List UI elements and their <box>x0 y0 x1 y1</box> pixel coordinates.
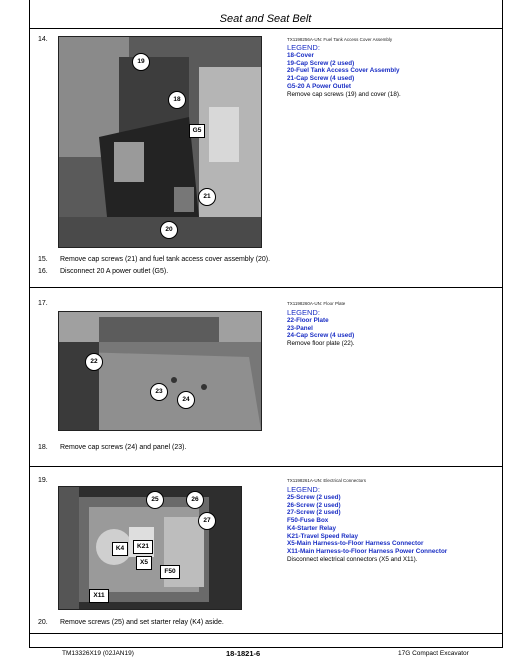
footer-page-number: 18-1821-6 <box>226 649 261 658</box>
step-18 <box>38 444 186 451</box>
legend-heading: LEGEND: <box>287 485 320 494</box>
legend-item: 24-Cap Screw (4 used) <box>287 332 355 340</box>
step-number: 15. <box>38 256 48 263</box>
footer-model: 17G Compact Excavator <box>398 650 469 657</box>
figure-id: TX1198260A-UN: Floor Plate <box>287 301 346 306</box>
callout-x11: X11 <box>89 589 109 603</box>
legend-item: 22-Floor Plate <box>287 317 329 324</box>
legend-fuel-tank <box>287 43 401 98</box>
step-text: Disconnect 20 A power outlet (G5). <box>60 268 169 275</box>
legend-heading: LEGEND: <box>287 308 320 317</box>
callout-21: 21 <box>198 188 216 206</box>
legend-item: 26-Screw (2 used) <box>287 501 341 509</box>
step-number: 20. <box>38 619 48 626</box>
callout-22: 22 <box>85 353 103 371</box>
photo-floor-plate <box>58 311 262 431</box>
legend-item: 21-Cap Screw (4 used) <box>287 75 355 83</box>
callout-k4: K4 <box>112 542 128 556</box>
figure-id: TX1198261A-UN: Electrical Connectors <box>287 478 366 483</box>
legend-item: 23-Panel <box>287 324 313 332</box>
step-number: 17. <box>38 300 48 307</box>
step-16 <box>38 268 168 275</box>
callout-20: 20 <box>160 221 178 239</box>
step-number: 19. <box>38 477 48 484</box>
step-number: 18. <box>38 444 48 451</box>
legend-item: 19-Cap Screw (2 used) <box>287 59 355 67</box>
step-number: 14. <box>38 36 48 43</box>
photo-floor-plate-art <box>59 312 261 430</box>
step-text: Remove cap screws (24) and panel (23). <box>60 444 187 451</box>
callout-f50: F50 <box>160 565 180 579</box>
legend-item: 25-Screw (2 used) <box>287 494 341 501</box>
callout-19: 19 <box>132 53 150 71</box>
legend-item: X11-Main Harness-to-Floor Harness Power Connector <box>287 547 448 555</box>
instruction-text: Disconnect electrical connectors (X5 and X11). <box>287 555 418 563</box>
divider <box>29 633 502 634</box>
legend-item: 27-Screw (2 used) <box>287 509 341 517</box>
photo-fuel-tank-cover <box>58 36 262 248</box>
legend-item: K21-Travel Speed Relay <box>287 532 359 540</box>
legend-item: 18-Cover <box>287 52 314 59</box>
legend-heading: LEGEND: <box>287 43 320 52</box>
callout-27: 27 <box>198 512 216 530</box>
legend-item: K4-Starter Relay <box>287 524 336 532</box>
divider <box>29 287 502 288</box>
callout-23: 23 <box>150 383 168 401</box>
legend-electrical <box>287 485 447 563</box>
legend-item: 20-Fuel Tank Access Cover Assembly <box>287 67 400 75</box>
callout-25: 25 <box>146 491 164 509</box>
callout-18: 18 <box>168 91 186 109</box>
callout-24: 24 <box>177 391 195 409</box>
callout-x5: X5 <box>136 556 152 570</box>
step-15 <box>38 256 270 263</box>
legend-item: F50-Fuse Box <box>287 517 329 525</box>
callout-26: 26 <box>186 491 204 509</box>
figure-id: TX1198256A-UN: Fuel Tank Access Cover Assembly <box>287 37 393 42</box>
legend-floor-plate <box>287 308 355 348</box>
section-header <box>29 12 502 29</box>
step-text: Remove cap screws (21) and fuel tank access cover assembly (20). <box>60 256 271 263</box>
legend-item: G5-20 A Power Outlet <box>287 82 351 90</box>
legend-item: X5-Main Harness-to-Floor Harness Connector <box>287 540 424 548</box>
step-number: 16. <box>38 268 48 275</box>
callout-g5: G5 <box>189 124 205 138</box>
photo-fuel-tank-cover-art <box>59 37 261 247</box>
callout-k21: K21 <box>133 540 153 554</box>
section-title: Seat and Seat Belt <box>219 13 312 25</box>
instruction-text: Remove cap screws (19) and cover (18). <box>287 90 401 98</box>
step-text: Remove screws (25) and set starter relay (K4) aside. <box>60 619 224 626</box>
divider <box>29 466 502 467</box>
step-20 <box>38 619 224 626</box>
footer-doc-id: TM13326X19 (02JAN19) <box>62 650 134 657</box>
instruction-text: Remove floor plate (22). <box>287 340 355 348</box>
